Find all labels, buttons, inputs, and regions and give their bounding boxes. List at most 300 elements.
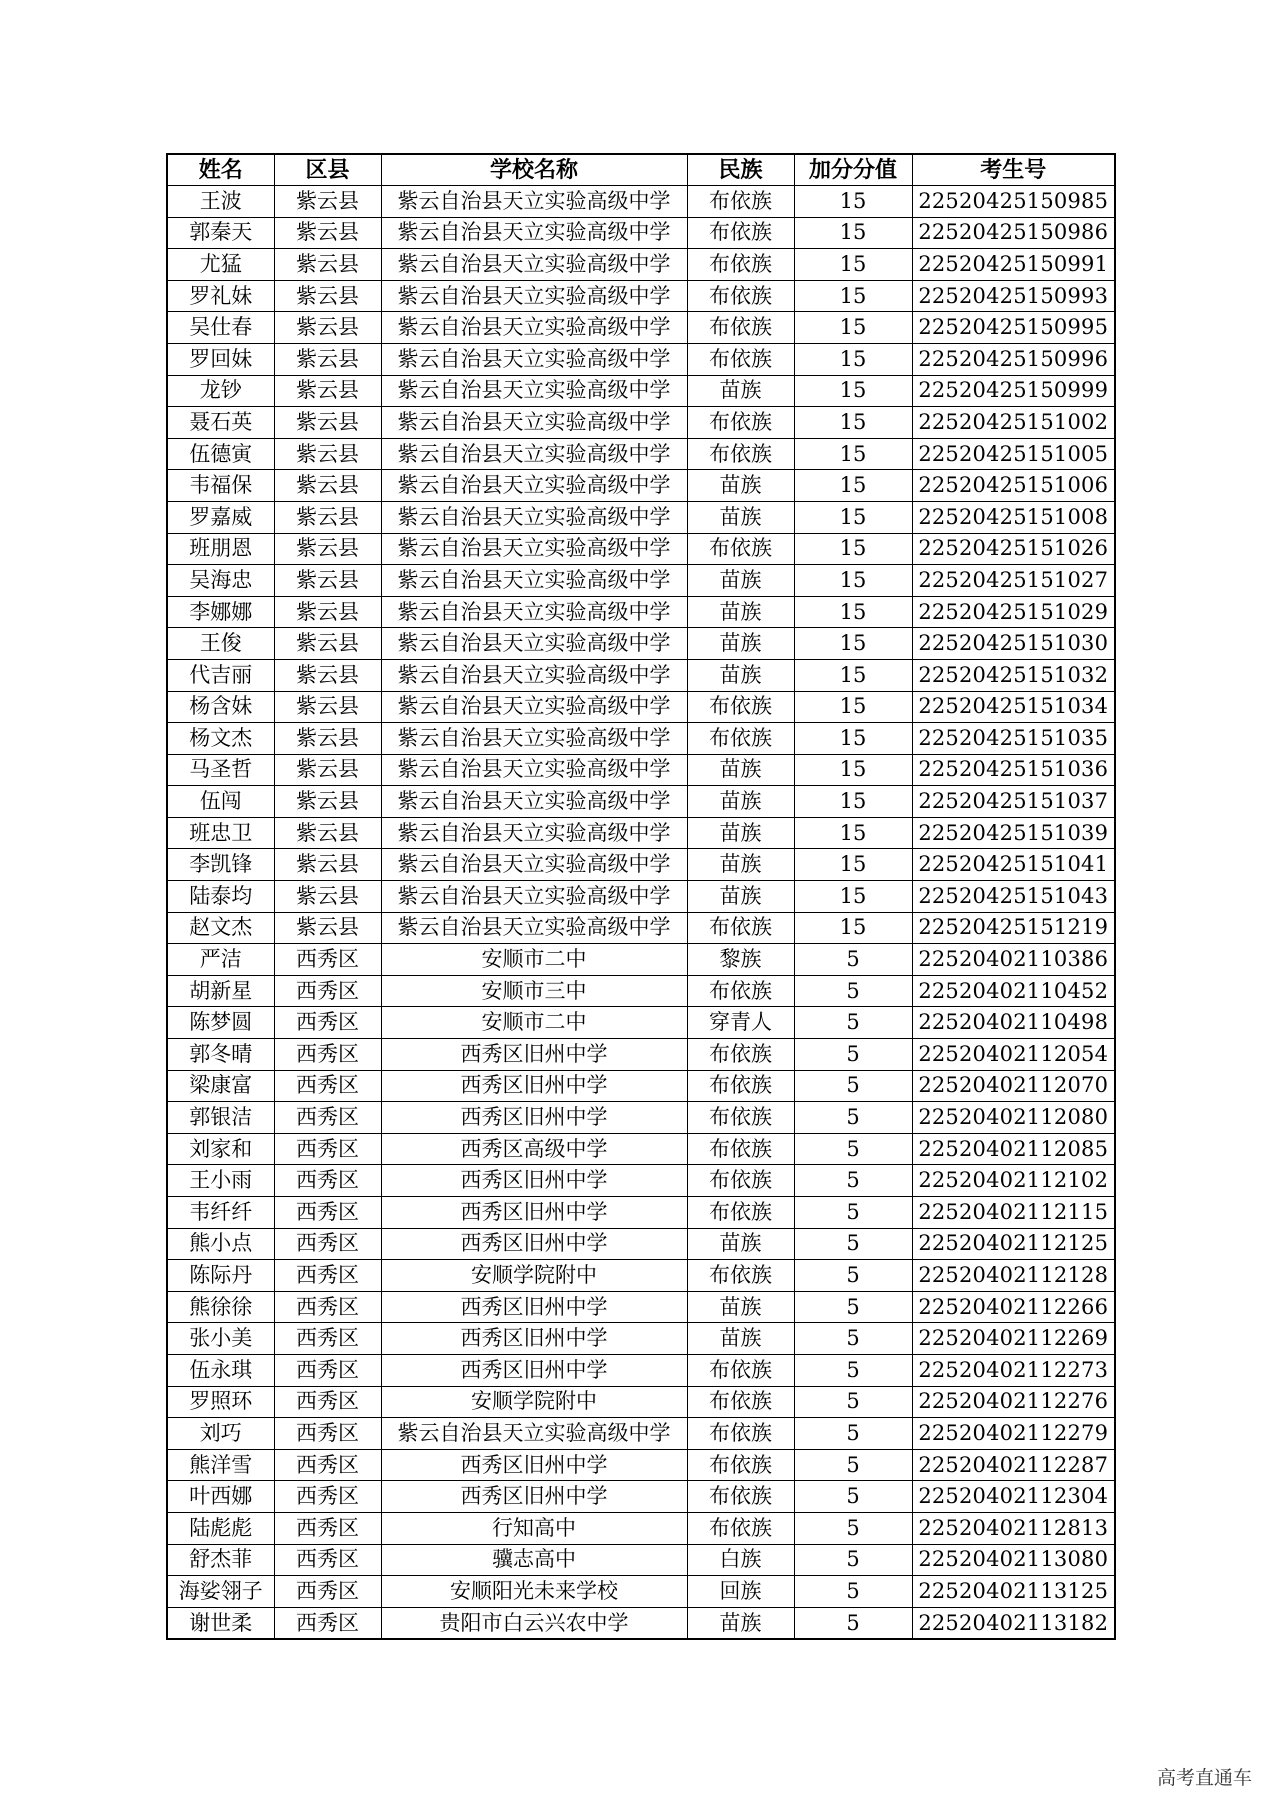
cell-name: 海娑翎子	[167, 1576, 274, 1608]
cell-ethnicity: 布依族	[687, 1418, 794, 1450]
cell-bonus: 15	[794, 312, 912, 344]
cell-ethnicity: 苗族	[687, 1323, 794, 1355]
cell-name: 刘巧	[167, 1418, 274, 1450]
table-row	[167, 470, 1115, 502]
table-row	[167, 1260, 1115, 1292]
cell-ethnicity: 苗族	[687, 786, 794, 818]
header-exam-id: 考生号	[912, 154, 1115, 186]
cell-district: 紫云县	[274, 849, 381, 881]
table-row	[167, 754, 1115, 786]
cell-ethnicity: 苗族	[687, 849, 794, 881]
cell-district: 西秀区	[274, 1544, 381, 1576]
cell-exam-id: 22520425150995	[912, 312, 1115, 344]
cell-bonus: 5	[794, 1576, 912, 1608]
cell-name: 叶西娜	[167, 1481, 274, 1513]
cell-exam-id: 22520402112085	[912, 1133, 1115, 1165]
cell-bonus: 5	[794, 1197, 912, 1229]
table-row	[167, 1449, 1115, 1481]
cell-district: 紫云县	[274, 249, 381, 281]
cell-exam-id: 22520402112273	[912, 1354, 1115, 1386]
cell-name: 罗嘉威	[167, 501, 274, 533]
cell-name: 谢世柔	[167, 1607, 274, 1639]
cell-school: 紫云自治县天立实验高级中学	[381, 786, 687, 818]
cell-name: 熊小点	[167, 1228, 274, 1260]
cell-exam-id: 22520425150986	[912, 217, 1115, 249]
cell-exam-id: 22520425151037	[912, 786, 1115, 818]
table-row	[167, 1291, 1115, 1323]
cell-school: 紫云自治县天立实验高级中学	[381, 723, 687, 755]
cell-bonus: 15	[794, 912, 912, 944]
cell-bonus: 5	[794, 1260, 912, 1292]
cell-ethnicity: 苗族	[687, 1291, 794, 1323]
cell-district: 西秀区	[274, 1323, 381, 1355]
cell-name: 胡新星	[167, 975, 274, 1007]
cell-exam-id: 22520402112304	[912, 1481, 1115, 1513]
cell-district: 西秀区	[274, 1449, 381, 1481]
cell-district: 西秀区	[274, 1039, 381, 1071]
table-row	[167, 217, 1115, 249]
cell-exam-id: 22520425151026	[912, 533, 1115, 565]
cell-name: 刘家和	[167, 1133, 274, 1165]
cell-bonus: 5	[794, 1512, 912, 1544]
cell-bonus: 5	[794, 1070, 912, 1102]
cell-district: 西秀区	[274, 1512, 381, 1544]
cell-district: 西秀区	[274, 1133, 381, 1165]
cell-bonus: 5	[794, 1133, 912, 1165]
cell-district: 紫云县	[274, 817, 381, 849]
cell-ethnicity: 白族	[687, 1544, 794, 1576]
cell-ethnicity: 苗族	[687, 754, 794, 786]
cell-bonus: 15	[794, 723, 912, 755]
cell-bonus: 5	[794, 1418, 912, 1450]
cell-school: 骥志高中	[381, 1544, 687, 1576]
cell-ethnicity: 布依族	[687, 312, 794, 344]
cell-district: 西秀区	[274, 1165, 381, 1197]
cell-school: 西秀区旧州中学	[381, 1291, 687, 1323]
cell-bonus: 15	[794, 596, 912, 628]
cell-ethnicity: 布依族	[687, 723, 794, 755]
cell-ethnicity: 布依族	[687, 1354, 794, 1386]
cell-name: 龙钞	[167, 375, 274, 407]
cell-ethnicity: 布依族	[687, 1102, 794, 1134]
table-row	[167, 1133, 1115, 1165]
cell-school: 西秀区旧州中学	[381, 1449, 687, 1481]
cell-name: 伍永琪	[167, 1354, 274, 1386]
cell-exam-id: 22520402112125	[912, 1228, 1115, 1260]
cell-exam-id: 22520402112269	[912, 1323, 1115, 1355]
cell-bonus: 5	[794, 1481, 912, 1513]
cell-bonus: 15	[794, 280, 912, 312]
cell-name: 陆彪彪	[167, 1512, 274, 1544]
cell-exam-id: 22520425151005	[912, 438, 1115, 470]
cell-name: 郭银洁	[167, 1102, 274, 1134]
table-row	[167, 849, 1115, 881]
cell-school: 安顺市三中	[381, 975, 687, 1007]
cell-bonus: 5	[794, 944, 912, 976]
cell-name: 韦福保	[167, 470, 274, 502]
cell-bonus: 15	[794, 817, 912, 849]
cell-ethnicity: 苗族	[687, 565, 794, 597]
cell-school: 西秀区旧州中学	[381, 1070, 687, 1102]
cell-school: 紫云自治县天立实验高级中学	[381, 817, 687, 849]
cell-district: 紫云县	[274, 723, 381, 755]
cell-exam-id: 22520425151219	[912, 912, 1115, 944]
cell-exam-id: 22520402112054	[912, 1039, 1115, 1071]
cell-exam-id: 22520425151041	[912, 849, 1115, 881]
cell-ethnicity: 苗族	[687, 596, 794, 628]
cell-bonus: 5	[794, 1544, 912, 1576]
cell-exam-id: 22520425151008	[912, 501, 1115, 533]
table-row	[167, 186, 1115, 218]
cell-school: 西秀区高级中学	[381, 1133, 687, 1165]
table-row	[167, 343, 1115, 375]
table-row	[167, 1386, 1115, 1418]
table-row	[167, 912, 1115, 944]
cell-district: 紫云县	[274, 501, 381, 533]
header-district: 区县	[274, 154, 381, 186]
cell-ethnicity: 苗族	[687, 501, 794, 533]
cell-ethnicity: 布依族	[687, 1260, 794, 1292]
cell-ethnicity: 布依族	[687, 1070, 794, 1102]
cell-school: 紫云自治县天立实验高级中学	[381, 849, 687, 881]
table-row	[167, 1481, 1115, 1513]
cell-school: 紫云自治县天立实验高级中学	[381, 375, 687, 407]
cell-name: 代吉丽	[167, 659, 274, 691]
table-row	[167, 1102, 1115, 1134]
cell-exam-id: 22520402112279	[912, 1418, 1115, 1450]
cell-bonus: 5	[794, 1102, 912, 1134]
cell-name: 班忠卫	[167, 817, 274, 849]
header-school: 学校名称	[381, 154, 687, 186]
cell-exam-id: 22520425151027	[912, 565, 1115, 597]
cell-district: 紫云县	[274, 786, 381, 818]
table-row	[167, 817, 1115, 849]
cell-exam-id: 22520402113182	[912, 1607, 1115, 1639]
cell-name: 杨文杰	[167, 723, 274, 755]
table-row	[167, 596, 1115, 628]
cell-name: 马圣哲	[167, 754, 274, 786]
cell-district: 紫云县	[274, 596, 381, 628]
table-row	[167, 501, 1115, 533]
cell-school: 紫云自治县天立实验高级中学	[381, 470, 687, 502]
cell-bonus: 15	[794, 565, 912, 597]
table-row	[167, 438, 1115, 470]
cell-name: 陆泰均	[167, 881, 274, 913]
cell-school: 紫云自治县天立实验高级中学	[381, 501, 687, 533]
cell-district: 紫云县	[274, 565, 381, 597]
cell-school: 安顺学院附中	[381, 1260, 687, 1292]
table-row	[167, 1576, 1115, 1608]
cell-district: 紫云县	[274, 407, 381, 439]
cell-ethnicity: 布依族	[687, 691, 794, 723]
cell-exam-id: 22520425150985	[912, 186, 1115, 218]
cell-exam-id: 22520402112080	[912, 1102, 1115, 1134]
cell-district: 紫云县	[274, 691, 381, 723]
cell-exam-id: 22520402112070	[912, 1070, 1115, 1102]
table-row	[167, 312, 1115, 344]
cell-district: 西秀区	[274, 1607, 381, 1639]
cell-school: 紫云自治县天立实验高级中学	[381, 691, 687, 723]
header-ethnicity: 民族	[687, 154, 794, 186]
cell-name: 吴海忠	[167, 565, 274, 597]
table-row	[167, 1512, 1115, 1544]
cell-name: 伍闯	[167, 786, 274, 818]
cell-exam-id: 22520402110386	[912, 944, 1115, 976]
header-bonus: 加分分值	[794, 154, 912, 186]
cell-ethnicity: 布依族	[687, 1039, 794, 1071]
table-row	[167, 280, 1115, 312]
cell-school: 紫云自治县天立实验高级中学	[381, 659, 687, 691]
cell-school: 紫云自治县天立实验高级中学	[381, 438, 687, 470]
cell-district: 紫云县	[274, 375, 381, 407]
cell-ethnicity: 布依族	[687, 186, 794, 218]
cell-district: 紫云县	[274, 470, 381, 502]
cell-ethnicity: 苗族	[687, 881, 794, 913]
cell-school: 西秀区旧州中学	[381, 1102, 687, 1134]
table-row	[167, 1165, 1115, 1197]
cell-district: 紫云县	[274, 628, 381, 660]
cell-exam-id: 22520402113080	[912, 1544, 1115, 1576]
cell-district: 西秀区	[274, 1291, 381, 1323]
cell-school: 紫云自治县天立实验高级中学	[381, 881, 687, 913]
cell-ethnicity: 布依族	[687, 217, 794, 249]
cell-exam-id: 22520425151039	[912, 817, 1115, 849]
cell-bonus: 15	[794, 628, 912, 660]
cell-name: 李娜娜	[167, 596, 274, 628]
table-body	[167, 186, 1115, 1640]
table-row	[167, 249, 1115, 281]
table-header-row	[167, 154, 1115, 186]
cell-exam-id: 22520425151034	[912, 691, 1115, 723]
cell-school: 紫云自治县天立实验高级中学	[381, 249, 687, 281]
cell-name: 陈际丹	[167, 1260, 274, 1292]
cell-bonus: 5	[794, 1323, 912, 1355]
cell-district: 西秀区	[274, 944, 381, 976]
table-row	[167, 1039, 1115, 1071]
table-row	[167, 691, 1115, 723]
header-name: 姓名	[167, 154, 274, 186]
cell-bonus: 15	[794, 186, 912, 218]
cell-name: 吴仕春	[167, 312, 274, 344]
cell-school: 紫云自治县天立实验高级中学	[381, 912, 687, 944]
cell-exam-id: 22520425151029	[912, 596, 1115, 628]
cell-school: 安顺市二中	[381, 944, 687, 976]
cell-name: 梁康富	[167, 1070, 274, 1102]
cell-exam-id: 22520425151030	[912, 628, 1115, 660]
cell-ethnicity: 布依族	[687, 1165, 794, 1197]
cell-name: 严洁	[167, 944, 274, 976]
cell-exam-id: 22520402112128	[912, 1260, 1115, 1292]
cell-bonus: 15	[794, 343, 912, 375]
cell-bonus: 5	[794, 1039, 912, 1071]
cell-district: 西秀区	[274, 1007, 381, 1039]
cell-ethnicity: 布依族	[687, 249, 794, 281]
table-row	[167, 1007, 1115, 1039]
cell-bonus: 15	[794, 849, 912, 881]
cell-name: 赵文杰	[167, 912, 274, 944]
table-row	[167, 1197, 1115, 1229]
watermark-text: 高考直通车	[1156, 1767, 1252, 1789]
cell-bonus: 15	[794, 501, 912, 533]
table-row	[167, 1228, 1115, 1260]
cell-school: 西秀区旧州中学	[381, 1323, 687, 1355]
table-row	[167, 1544, 1115, 1576]
cell-bonus: 15	[794, 881, 912, 913]
cell-school: 西秀区旧州中学	[381, 1197, 687, 1229]
cell-district: 西秀区	[274, 1070, 381, 1102]
cell-exam-id: 22520402112813	[912, 1512, 1115, 1544]
cell-name: 韦纤纤	[167, 1197, 274, 1229]
cell-exam-id: 22520402112115	[912, 1197, 1115, 1229]
cell-name: 张小美	[167, 1323, 274, 1355]
cell-ethnicity: 布依族	[687, 1133, 794, 1165]
cell-school: 行知高中	[381, 1512, 687, 1544]
cell-bonus: 15	[794, 407, 912, 439]
cell-ethnicity: 苗族	[687, 1228, 794, 1260]
cell-bonus: 5	[794, 1165, 912, 1197]
cell-ethnicity: 布依族	[687, 280, 794, 312]
cell-exam-id: 22520402113125	[912, 1576, 1115, 1608]
cell-bonus: 15	[794, 217, 912, 249]
cell-bonus: 5	[794, 1607, 912, 1639]
cell-district: 紫云县	[274, 280, 381, 312]
cell-ethnicity: 布依族	[687, 533, 794, 565]
cell-exam-id: 22520425151032	[912, 659, 1115, 691]
cell-name: 聂石英	[167, 407, 274, 439]
cell-bonus: 15	[794, 691, 912, 723]
cell-exam-id: 22520425151043	[912, 881, 1115, 913]
cell-district: 西秀区	[274, 1576, 381, 1608]
cell-district: 紫云县	[274, 912, 381, 944]
cell-school: 紫云自治县天立实验高级中学	[381, 343, 687, 375]
bonus-points-table	[166, 153, 1116, 1640]
cell-school: 西秀区旧州中学	[381, 1228, 687, 1260]
cell-school: 紫云自治县天立实验高级中学	[381, 312, 687, 344]
cell-bonus: 5	[794, 975, 912, 1007]
cell-bonus: 5	[794, 1228, 912, 1260]
cell-name: 王俊	[167, 628, 274, 660]
table-row	[167, 407, 1115, 439]
cell-ethnicity: 苗族	[687, 1607, 794, 1639]
cell-school: 安顺市二中	[381, 1007, 687, 1039]
cell-district: 西秀区	[274, 1481, 381, 1513]
cell-name: 尤猛	[167, 249, 274, 281]
cell-name: 罗回妹	[167, 343, 274, 375]
cell-school: 西秀区旧州中学	[381, 1039, 687, 1071]
cell-ethnicity: 苗族	[687, 659, 794, 691]
cell-district: 紫云县	[274, 438, 381, 470]
cell-exam-id: 22520425150991	[912, 249, 1115, 281]
cell-name: 罗礼妹	[167, 280, 274, 312]
cell-name: 陈梦圆	[167, 1007, 274, 1039]
cell-district: 西秀区	[274, 1102, 381, 1134]
cell-exam-id: 22520425150996	[912, 343, 1115, 375]
table-row	[167, 881, 1115, 913]
cell-district: 紫云县	[274, 343, 381, 375]
cell-school: 紫云自治县天立实验高级中学	[381, 217, 687, 249]
cell-exam-id: 22520425150999	[912, 375, 1115, 407]
cell-bonus: 15	[794, 533, 912, 565]
table-row	[167, 944, 1115, 976]
table-row	[167, 659, 1115, 691]
cell-bonus: 15	[794, 375, 912, 407]
table-row	[167, 1607, 1115, 1639]
table-row	[167, 786, 1115, 818]
cell-name: 熊洋雪	[167, 1449, 274, 1481]
cell-ethnicity: 布依族	[687, 1449, 794, 1481]
cell-ethnicity: 布依族	[687, 912, 794, 944]
cell-school: 紫云自治县天立实验高级中学	[381, 754, 687, 786]
cell-ethnicity: 苗族	[687, 470, 794, 502]
cell-district: 西秀区	[274, 1418, 381, 1450]
cell-bonus: 5	[794, 1354, 912, 1386]
cell-name: 伍德寅	[167, 438, 274, 470]
cell-bonus: 15	[794, 470, 912, 502]
cell-district: 西秀区	[274, 975, 381, 1007]
cell-school: 紫云自治县天立实验高级中学	[381, 280, 687, 312]
cell-school: 紫云自治县天立实验高级中学	[381, 407, 687, 439]
cell-district: 紫云县	[274, 217, 381, 249]
cell-ethnicity: 苗族	[687, 375, 794, 407]
cell-exam-id: 22520402110452	[912, 975, 1115, 1007]
cell-district: 紫云县	[274, 659, 381, 691]
table-row	[167, 1070, 1115, 1102]
cell-name: 罗照环	[167, 1386, 274, 1418]
cell-exam-id: 22520402110498	[912, 1007, 1115, 1039]
cell-school: 紫云自治县天立实验高级中学	[381, 565, 687, 597]
cell-school: 安顺学院附中	[381, 1386, 687, 1418]
cell-exam-id: 22520425151036	[912, 754, 1115, 786]
cell-exam-id: 22520402112276	[912, 1386, 1115, 1418]
cell-district: 紫云县	[274, 312, 381, 344]
table-row	[167, 723, 1115, 755]
table-row	[167, 975, 1115, 1007]
cell-exam-id: 22520402112287	[912, 1449, 1115, 1481]
cell-school: 紫云自治县天立实验高级中学	[381, 596, 687, 628]
cell-ethnicity: 布依族	[687, 1512, 794, 1544]
table-row	[167, 1418, 1115, 1450]
cell-name: 舒杰菲	[167, 1544, 274, 1576]
cell-name: 李凯锋	[167, 849, 274, 881]
cell-exam-id: 22520402112102	[912, 1165, 1115, 1197]
cell-exam-id: 22520402112266	[912, 1291, 1115, 1323]
cell-district: 紫云县	[274, 754, 381, 786]
cell-bonus: 5	[794, 1007, 912, 1039]
cell-ethnicity: 苗族	[687, 817, 794, 849]
table-row	[167, 1354, 1115, 1386]
cell-district: 紫云县	[274, 881, 381, 913]
cell-district: 西秀区	[274, 1228, 381, 1260]
cell-district: 西秀区	[274, 1354, 381, 1386]
cell-bonus: 5	[794, 1386, 912, 1418]
cell-bonus: 15	[794, 249, 912, 281]
cell-ethnicity: 布依族	[687, 1197, 794, 1229]
cell-bonus: 5	[794, 1291, 912, 1323]
cell-ethnicity: 布依族	[687, 1481, 794, 1513]
cell-ethnicity: 布依族	[687, 438, 794, 470]
cell-bonus: 15	[794, 754, 912, 786]
table-row	[167, 565, 1115, 597]
cell-exam-id: 22520425150993	[912, 280, 1115, 312]
cell-school: 西秀区旧州中学	[381, 1481, 687, 1513]
cell-district: 紫云县	[274, 533, 381, 565]
cell-ethnicity: 布依族	[687, 343, 794, 375]
table-row	[167, 375, 1115, 407]
cell-name: 郭秦天	[167, 217, 274, 249]
cell-exam-id: 22520425151002	[912, 407, 1115, 439]
cell-school: 紫云自治县天立实验高级中学	[381, 186, 687, 218]
cell-ethnicity: 苗族	[687, 628, 794, 660]
